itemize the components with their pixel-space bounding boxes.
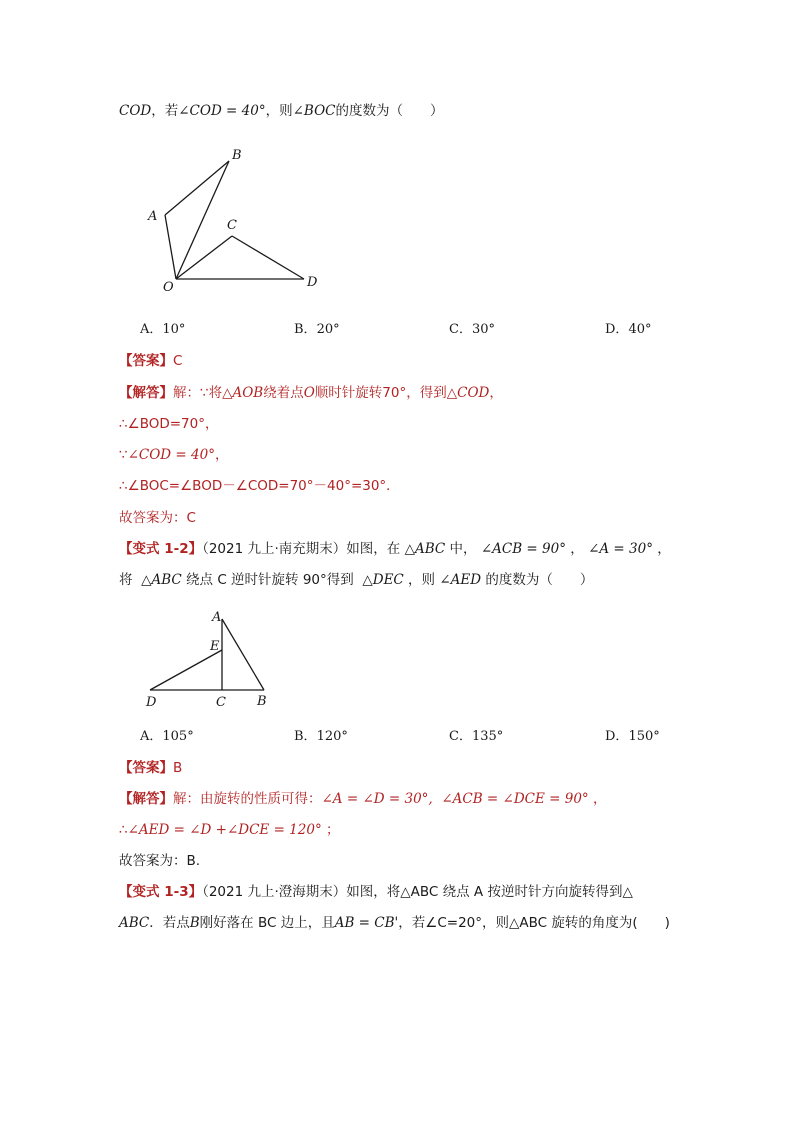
q2-option-c[interactable]: C．135°	[449, 729, 504, 744]
q1-option-b[interactable]: B．20°	[294, 322, 340, 337]
q1-conclusion: 故答案为：C	[119, 510, 196, 526]
label-B: B	[232, 148, 242, 163]
label-D: D	[146, 695, 157, 710]
label-A: A	[212, 610, 222, 625]
q2-stem-line1: 【变式 1-2】（2021 九上·南充期末）如图，在 △ABC 中， ∠ACB = 90° ， ∠A = 30° ，	[119, 541, 671, 557]
q2-option-d[interactable]: D．150°	[605, 729, 660, 744]
q2-answer: 【答案】B	[119, 760, 183, 776]
label-B: B	[257, 694, 267, 709]
q2-option-a[interactable]: A．105°	[140, 729, 194, 744]
q1-answer: 【答案】C	[119, 353, 183, 369]
q1-solution-line2: ∴∠BOD=70°，	[119, 416, 219, 432]
label-E: E	[210, 639, 220, 654]
q1-solution-line3: ∵∠COD = 40°，	[119, 447, 229, 463]
label-A: A	[148, 209, 158, 224]
q1-solution-line1: 【解答】解：∵将△AOB绕着点O顺时针旋转70°，得到△COD，	[119, 385, 503, 401]
q3-stem-line2: ABC．若点B刚好落在 BC 边上，且AB = CB'，若∠C=20°，则△ABC 旋转的角度为( )	[119, 915, 670, 931]
q2-stem-line2: 将 △ABC 绕点 C 逆时针旋转 90°得到 △DEC ，则 ∠AED 的度数为（ ）	[119, 572, 594, 588]
label-D: D	[307, 275, 318, 290]
q3-stem-line1: 【变式 1-3】（2021 九上·澄海期末）如图，将△ABC 绕点 A 按逆时针方向旋转得到△	[119, 884, 633, 900]
q2-figure	[140, 605, 280, 715]
q1-solution-line4: ∴∠BOC=∠BOD－∠COD=70°－40°=30°．	[119, 478, 400, 494]
q1-figure	[140, 140, 340, 300]
q1-stem: COD，若∠COD = 40°，则∠BOC的度数为（ ）	[119, 103, 444, 119]
q2-conclusion: 故答案为：B.	[119, 853, 201, 869]
label-C: C	[227, 218, 237, 233]
q1-option-a[interactable]: A．10°	[140, 322, 186, 337]
q1-option-d[interactable]: D．40°	[605, 322, 652, 337]
label-C: C	[216, 695, 226, 710]
q2-option-b[interactable]: B．120°	[294, 729, 348, 744]
label-O: O	[163, 280, 174, 295]
q2-solution-line2: ∴∠AED = ∠D +∠DCE = 120° ；	[119, 822, 340, 838]
q2-solution-line1: 【解答】解：由旋转的性质可得：∠A = ∠D = 30°, ∠ACB = ∠DCE = 90° ，	[119, 791, 607, 807]
q1-option-c[interactable]: C．30°	[449, 322, 495, 337]
